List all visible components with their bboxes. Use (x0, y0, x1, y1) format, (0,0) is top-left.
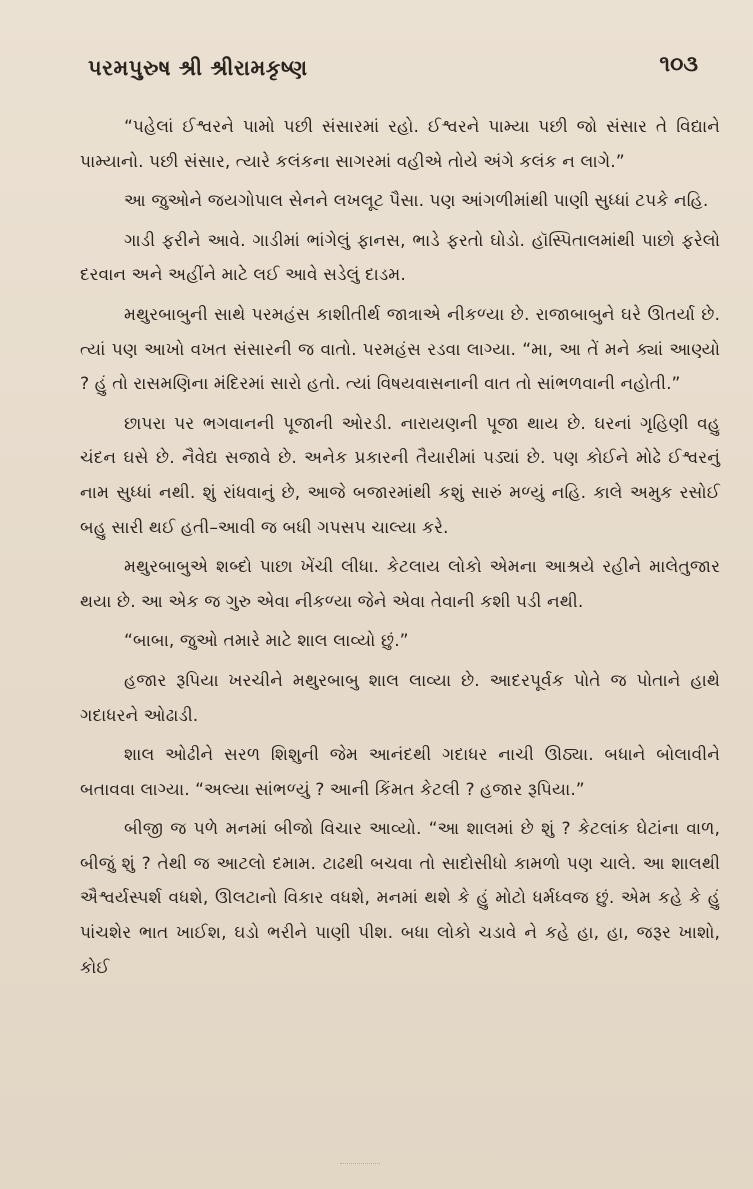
paragraph: મથુરબાબુએ શબ્દો પાછા ખેંચી લીધા. કેટલાય લોકો એમના આશ્રયે રહીને માલેતુજાર થયા છે. આ એક જ ગુરુ એવા નીકળ્યા જેને એવા તેવાની કશી પડી નથી. (80, 557, 720, 612)
body-text (80, 110, 720, 990)
page-header (88, 52, 698, 92)
paragraph: હજાર રૂપિયા ખરચીને મથુરબાબુ શાલ લાવ્યા છે. આદરપૂર્વક પોતે જ પોતાને હાથે ગદાધરને ઓઢાડી. (80, 670, 720, 726)
paragraph: શાલ ઓઢીને સરળ શિશુની જેમ આનંદથી ગદાધર નાચી ઊઠ્યા. બધાને બોલાવીને બતાવવા લાગ્યા. “અલ્યા સાંભળ્યું ? આની કિંમત કેટલી ? હજાર રૂપિયા.” (80, 745, 720, 800)
footer-ornament (340, 1163, 380, 1168)
paragraph: “બાબા, જુઓ તમારે માટે શાલ લાવ્યો છું.” (124, 631, 409, 652)
paragraph: આ જુઓને જયગોપાલ સેનને લખલૂટ પૈસા. પણ આંગળીમાંથી પાણી સુધ્ધાં ટપકે નહિ. (124, 191, 709, 212)
paragraph: મથુરબાબુની સાથે પરમહંસ કાશીતીર્થ જાત્રાએ નીકળ્યા છે. રાજાબાબુને ઘરે ઊતર્યા છે. ત્યાં પણ આખો વખત સંસારની જ વાતો. પરમહંસ રડવા લાગ્યા. “મા, આ તેં મને ક્યાં આણ્યો ? હું તો રાસમણિના મંદિરમાં સારો હતો. ત્યાં વિષયવાસનાની વાત તો સાંભળવાની નહોતી.” (80, 304, 720, 395)
running-title: પરમપુરુષ શ્રી શ્રીરામકૃષ્ણ (88, 56, 308, 80)
paragraph: બીજી જ પળે મનમાં બીજો વિચાર આવ્યો. “આ શાલમાં છે શું ? કેટલાંક ઘેટાંના વાળ, બીજું શું ? તેથી જ આટલો દમામ. ટાઢથી બચવા તો સાદોસીધો કામળો પણ ચાલે. આ શાલથી ઐશ્વર્યસ્પર્શ વધશે, ઊલટાનો વિકાર વધશે, મનમાં થશે કે હું મોટો ધર્મધ્વજ છું. એમ કહે કે હું પાંચશેર ભાત ખાઈશ, ઘડો ભરીને પાણી પીશ. બધા લોકો ચડાવે ને કહે હા, હા, જરૂર ખાશો, કોઈ (80, 819, 720, 978)
paragraph: છાપરા પર ભગવાનની પૂજાની ઓરડી. નારાયણની પૂજા થાય છે. ઘરનાં ગૃહિણી વહુ ચંદન ઘસે છે. નૈવેદ્ય સજાવે છે. અનેક પ્રકારની તૈયારીમાં પડ્યાં છે. પણ કોઈને મોઢે ઈશ્વરનું નામ સુધ્ધાં નથી. શું રાંધવાનું છે, આજે બજારમાંથી કશું સારું મળ્યું નહિ. કાલે અમુક રસોઈ બહુ સારી થઈ હતી–આવી જ બધી ગપસપ ચાલ્યા કરે. (80, 413, 720, 538)
paragraph: “પહેલાં ઈશ્વરને પામો પછી સંસારમાં રહો. ઈશ્વરને પામ્યા પછી જો સંસાર તે વિદ્યાને પામ્યાનો. પછી સંસાર, ત્યારે કલંકના સાગરમાં વહીએ તોયે અંગે કલંક ન લાગે.” (80, 117, 720, 172)
page-number: ૧૦૩ (659, 52, 698, 77)
paragraph: ગાડી ફરીને આવે. ગાડીમાં ભાંગેલું ફાનસ, ભાડે ફરતો ઘોડો. હૉસ્પિતાલમાંથી પાછો ફરેલો દરવાન અને અહીંને માટે લઈ આવે સડેલું દાડમ. (80, 230, 720, 286)
